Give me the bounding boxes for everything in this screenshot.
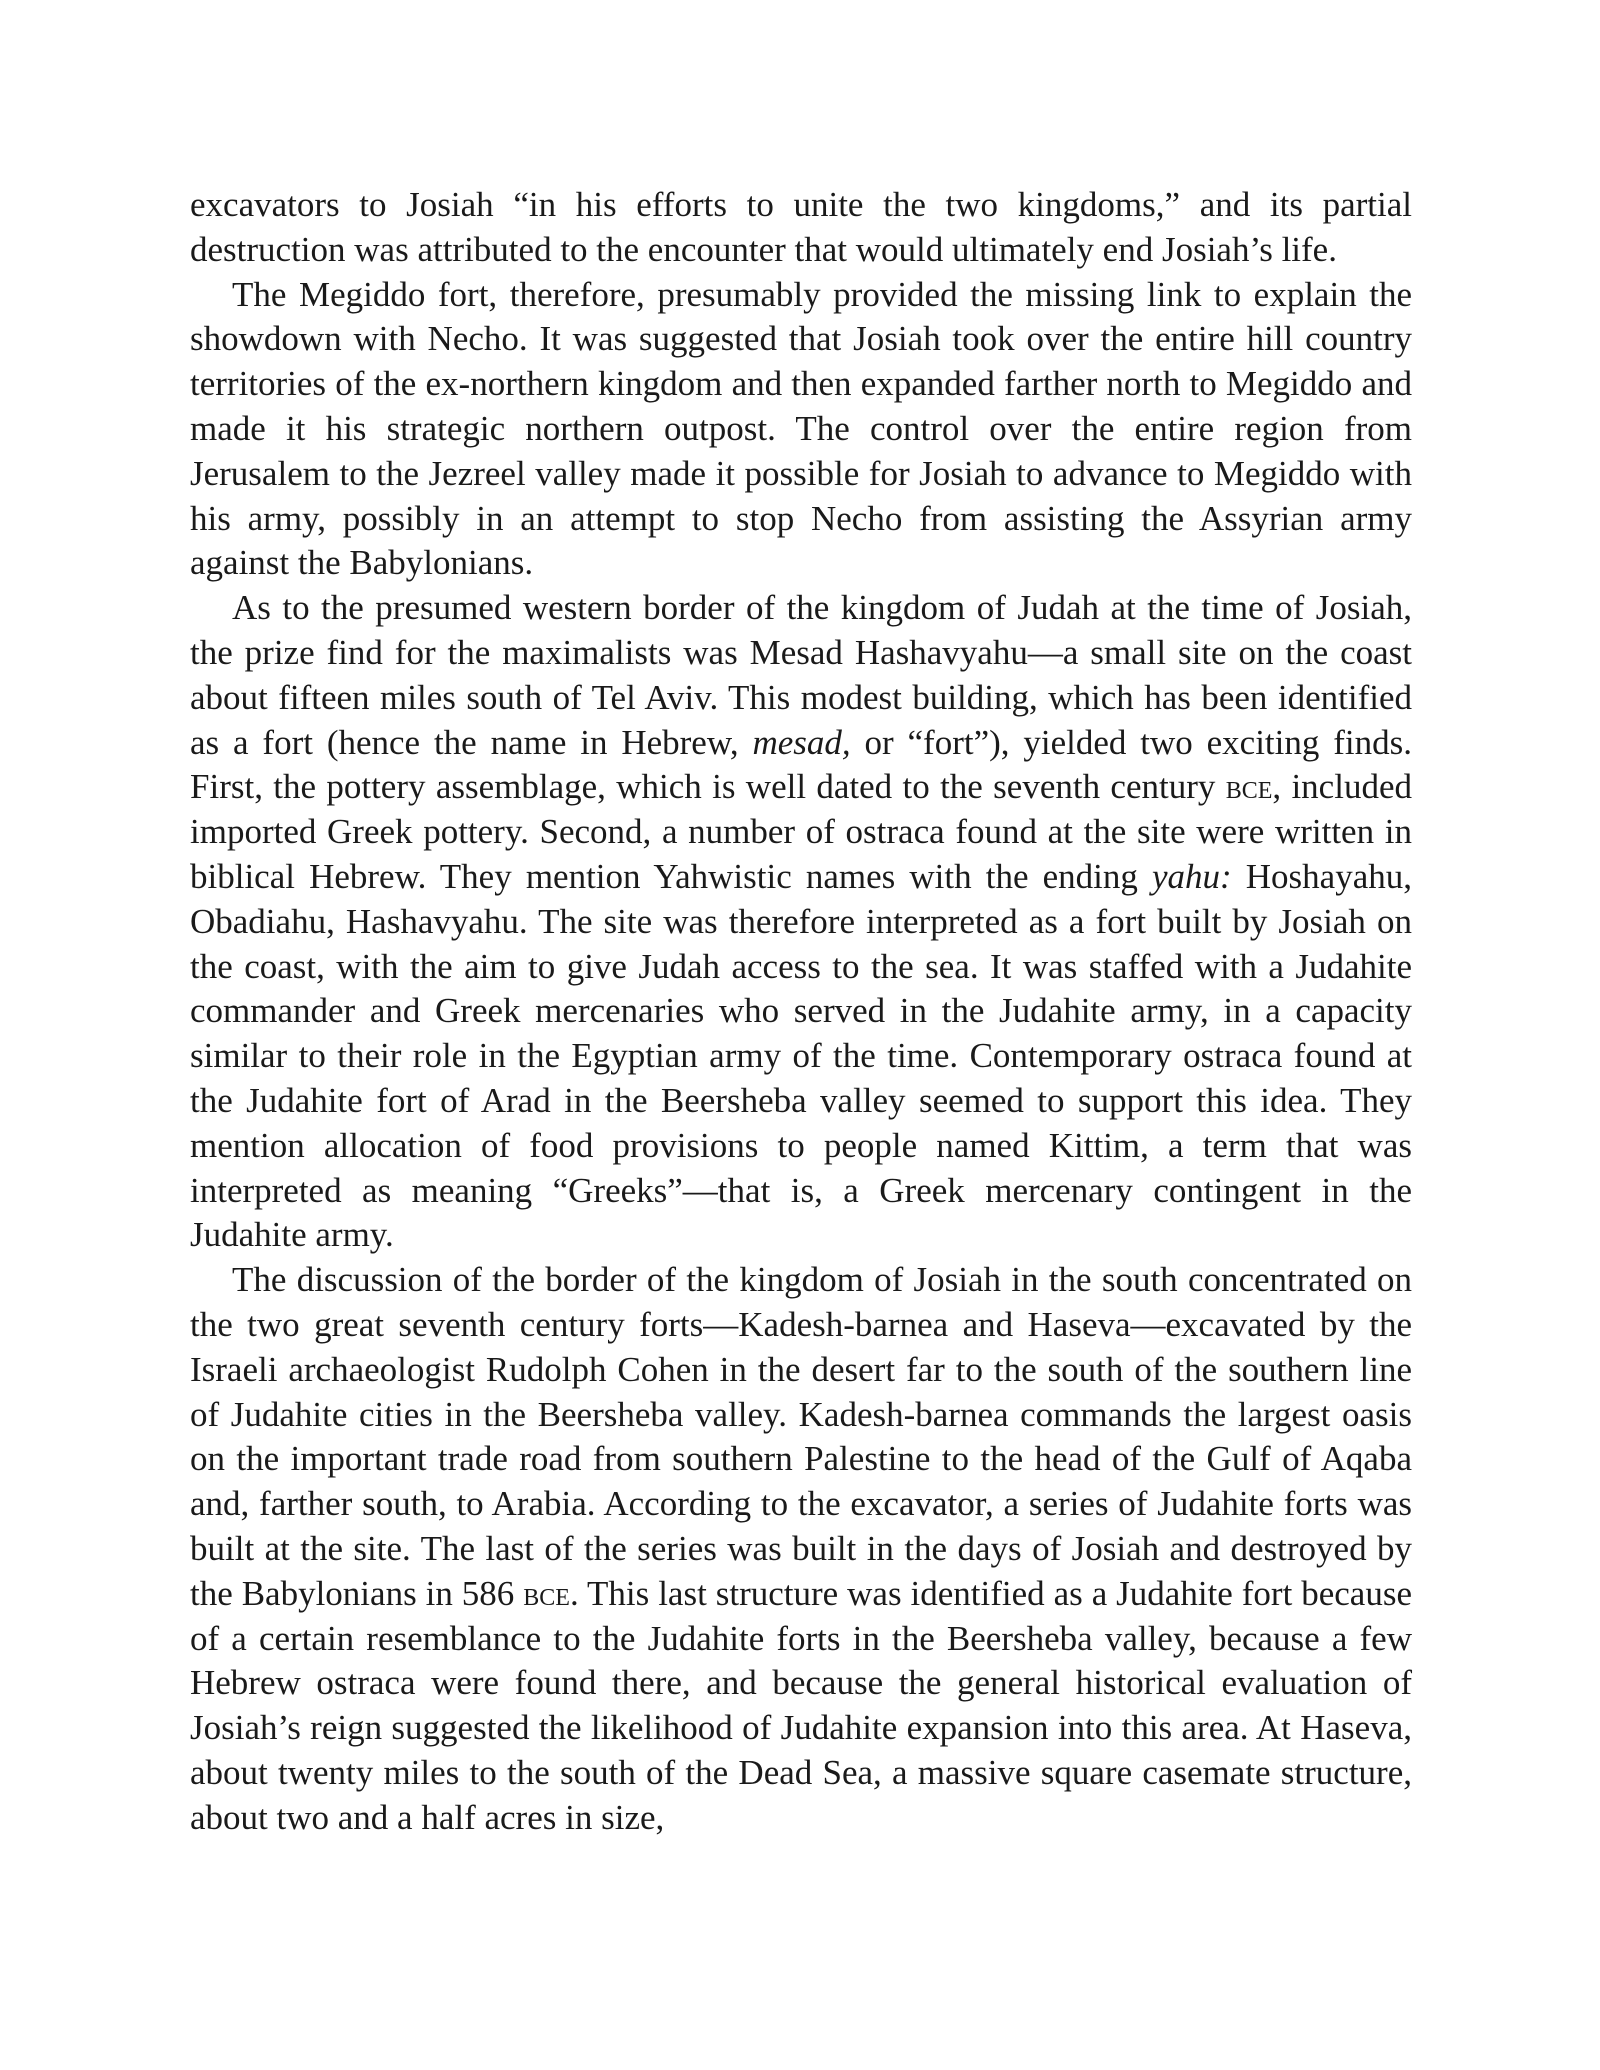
text-run: . This last structure was identified as a Judahite fort because of a certain resemblance to the Judahite forts in the Beersheba valley, because a few Hebrew ostraca were found there, and because the general historical evaluation of Josiah’s reign suggested the likelihood of Judahite expansion into this area. At Haseva, about twenty miles to the south of the Dead Sea, a massive square casemate structure, about two and a half acres in size, [190, 1573, 1412, 1837]
text-run: , included imported Greek pottery. Second, a number of ostraca found at the site were written in biblical Hebrew. They mention Yahwistic names with the ending [190, 767, 1412, 896]
paragraph-continuation [190, 183, 1412, 273]
paragraph-western-border [190, 586, 1412, 1258]
paragraph-southern-border [190, 1258, 1412, 1840]
text-run: The discussion of the border of the kingdom of Josiah in the south concentrated on the two great seventh century forts—Kadesh-barnea and Haseva—excavated by the Israeli archaeologist Rudolph Cohen in the desert far to the south of the southern line of Judahite cities in the Beersheba valley. Kadesh-barnea commands the largest oasis on the important trade road from southern Palestine to the head of the Gulf of Aqaba and, farther south, to Arabia. According to the excavator, a series of Judahite forts was built at the site. The last of the series was built in the days of Josiah and destroyed by the Babylonians in 586 [190, 1260, 1412, 1613]
italic-term-yahu: yahu: [1151, 856, 1232, 896]
text-run: excavators to Josiah “in his efforts to unite the two kingdoms,” and its partial destruction was attributed to the encounter that would ultimately end Josiah’s life. [190, 185, 1412, 269]
text-run: As to the presumed western border of the kingdom of Judah at the time of Josiah, the prize find for the maximalists was Mesad Hashavyahu—a small site on the coast about fifteen miles south of Tel Aviv. This modest building, which has been identified as a fort (hence the name in Hebrew, [190, 588, 1412, 762]
text-run: Hoshayahu, Obadiahu, Hashavyahu. The site was therefore interpreted as a fort built by Josiah on the coast, with the aim to give Judah access to the sea. It was staffed with a Judahite commander and Greek mercenaries who served in the Judahite army, in a capacity similar to their role in the Egyptian army of the time. Contemporary ostraca found at the Judahite fort of Arad in the Beersheba valley seemed to support this idea. They mention allocation of food provisions to people named Kittim, a term that was interpreted as meaning “Greeks”—that is, a Greek mercenary contingent in the Judahite army. [190, 856, 1412, 1255]
text-run: or “fort”), yielded two exciting finds. First, the pottery assemblage, which is well dated to the seventh century [190, 722, 1412, 807]
text-run: The Megiddo fort, therefore, presumably provided the missing link to explain the showdown with Necho. It was suggested that Josiah took over the entire hill country territories of the ex-northern kingdom and then expanded farther north to Megiddo and made it his strategic northern outpost. The control over the entire region from Jerusalem to the Jezreel valley made it possible for Josiah to advance to Megiddo with his army, possibly in an attempt to stop Necho from assisting the Assyrian army against the Babylonians. [190, 274, 1412, 583]
small-caps-era: bce [523, 1574, 570, 1613]
paragraph-megiddo-fort [190, 273, 1412, 587]
page-body [190, 183, 1412, 1840]
small-caps-era: bce [1225, 768, 1273, 807]
italic-term-mesad: mesad, [752, 722, 851, 762]
